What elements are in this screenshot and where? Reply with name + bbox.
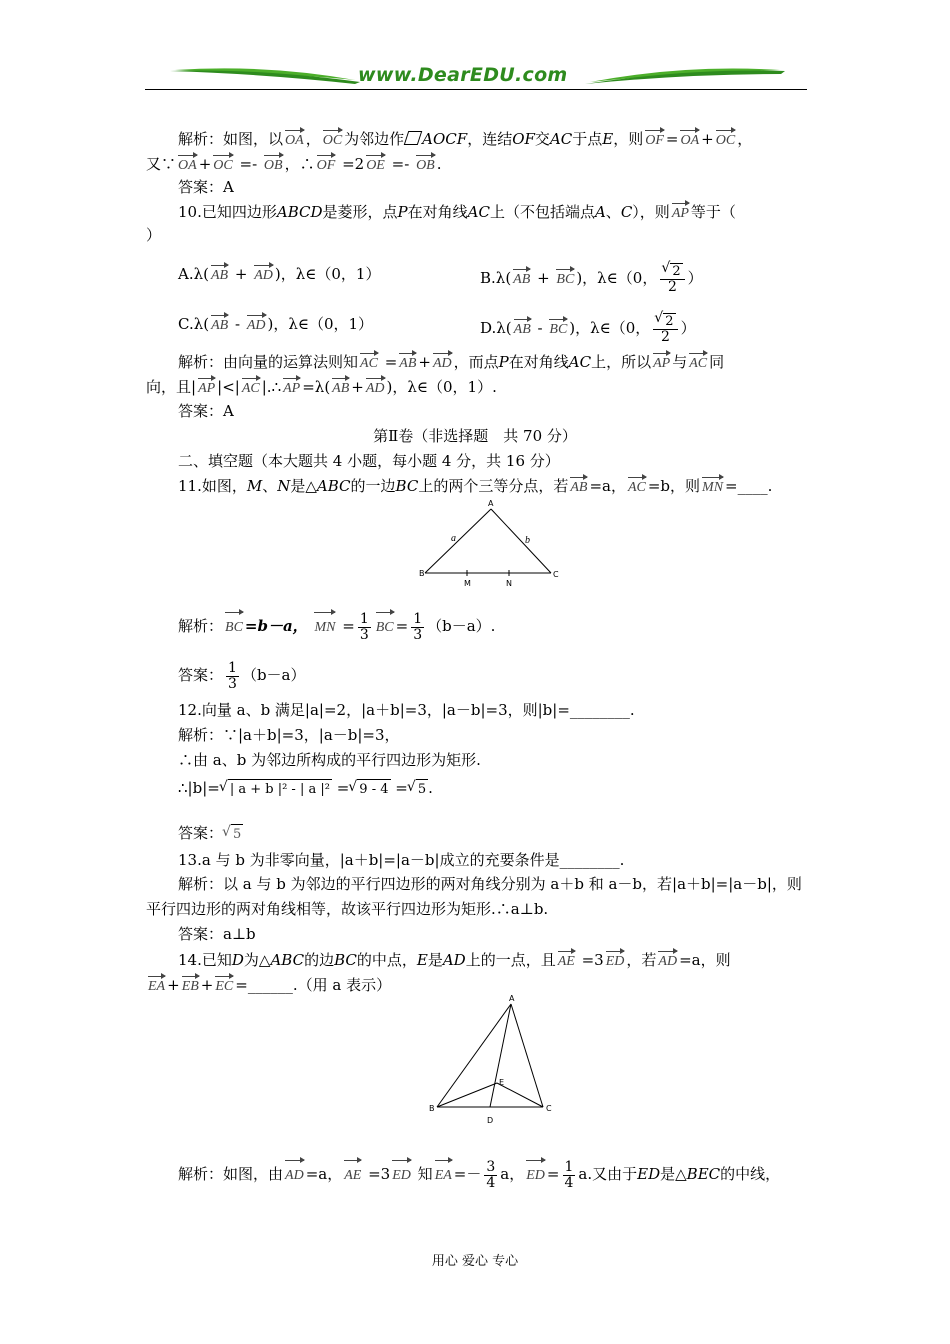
fig14-label-C: C — [546, 1104, 552, 1113]
option-B[interactable]: B.λ( AB + BC )，λ∈（0， √ $\frac{2}{2}$ ） — [480, 263, 703, 295]
answer-10: 答案：A — [178, 402, 234, 420]
option-A[interactable]: A.λ( AB + AD )，λ∈（0，1） — [178, 263, 380, 286]
answer-11: 答案： $\frac{1}{3}$ （b－a） — [178, 659, 306, 692]
fraction: √ $\frac{2}{2}$ — [660, 263, 684, 295]
question-11: 11.如图，M、N是△ABC的一边BC上的两个三等分点，若 AB =a， AC =b，则 MN =____. — [178, 475, 772, 498]
sol13-line1: 解析：以 a 与 b 为邻边的平行四边形的两对角线分别为 a＋b 和 a－b，若|a＋b|=|a－b|，则 — [178, 875, 802, 893]
question-13: 13.a 与 b 为非零向量，|a＋b|=|a－b|成立的充要条件是________. — [178, 851, 625, 869]
header-site-logo[interactable]: www.DearEDU.com — [358, 64, 568, 86]
answer-12: 答案：√ 5 — [178, 823, 243, 845]
fig14-label-D: D — [487, 1116, 494, 1125]
fig11-label-C: C — [553, 570, 559, 579]
sol9-line2: 又∵ OA + OC =- OB ，∴ OF =2 OE =- OB . — [146, 153, 442, 176]
section-2-heading: 二、填空题（本大题共 4 小题，每小题 4 分，共 16 分） — [178, 452, 560, 470]
fig11-label-N: N — [506, 579, 512, 588]
sol11: 解析： BC =b－a， MN = $\frac{1}{3}$ BC = $\frac{1}{3}$ （b－a）. — [178, 610, 496, 643]
sol12-line3: ∴|b|=√ | a + b |² - | a |² =√ 9 - 4 =√ 5 . — [178, 778, 433, 800]
figure-triangle-11 — [415, 497, 565, 589]
question-14-line2: EA + EB + EC =______.（用 a 表示） — [146, 974, 391, 997]
fig11-label-B: B — [419, 569, 425, 578]
figure-triangle-14 — [425, 990, 560, 1130]
fig14-label-B: B — [429, 1104, 435, 1113]
sol10-line2: 向，且| AP |<| AC |.∴ AP =λ( AB + AD )，λ∈（0，1）. — [146, 376, 497, 399]
question-12: 12.向量 a、b 满足|a|=2，|a＋b|=3，|a－b|=3，则|b|=________. — [178, 701, 635, 719]
question-10: 10.已知四边形ABCD是菱形，点P在对角线AC上（不包括端点A、C），则 AP 等于（ — [178, 201, 736, 224]
header-rule — [145, 89, 807, 90]
option-D[interactable]: D.λ( AB - BC )，λ∈（0， √ $\frac{2}{2}$ ） — [480, 313, 696, 345]
question-10-close: ） — [146, 226, 162, 244]
fig11-label-M: M — [464, 579, 471, 588]
sol12-line2: ∴由 a、b 为邻边所构成的平行四边形为矩形. — [178, 751, 481, 769]
fig11-label-b: b — [525, 535, 530, 546]
sol12-line1: 解析：∵|a＋b|=3，|a－b|=3， — [178, 726, 400, 744]
sol10-line1: 解析：由向量的运算法则知 AC = AB + AD ，而点P在对角线AC上，所以 AP 与 AC 同 — [178, 351, 724, 374]
sol9-line1: 解析：如图，以 OA ， OC 为邻边作 AOCF，连结OF交AC于点E，则 OF = OA + OC ， — [178, 128, 752, 151]
parallelogram-icon — [404, 131, 423, 145]
fig14-label-E: E — [499, 1078, 505, 1087]
fig11-label-a: a — [451, 533, 456, 544]
answer-13: 答案：a⊥b — [178, 925, 256, 943]
sol14-line1: 解析：如图，由 AD =a， AE =3 ED 知 EA =－ $\frac{3}{4}$ a， ED = $\frac{1}{4}$ a.又由于ED是△BEC的中线， — [178, 1158, 781, 1191]
option-C[interactable]: C.λ( AB - AD )，λ∈（0，1） — [178, 313, 373, 336]
fig11-label-A: A — [488, 499, 494, 508]
sol13-line2: 平行四边形的两对角线相等，故该平行四边形为矩形.∴a⊥b. — [146, 900, 549, 918]
fraction: √ $\frac{2}{2}$ — [653, 313, 677, 345]
volume-2-title: 第Ⅱ卷（非选择题 共 70 分） — [373, 427, 577, 445]
fig14-label-A: A — [509, 994, 515, 1003]
question-14-line1: 14.已知D为△ABC的边BC的中点，E是AD上的一点，且 AE =3 ED ，若 AD =a，则 — [178, 949, 731, 972]
footer-text: 用心 爱心 专心 — [431, 1254, 519, 1269]
answer-9: 答案：A — [178, 178, 234, 196]
